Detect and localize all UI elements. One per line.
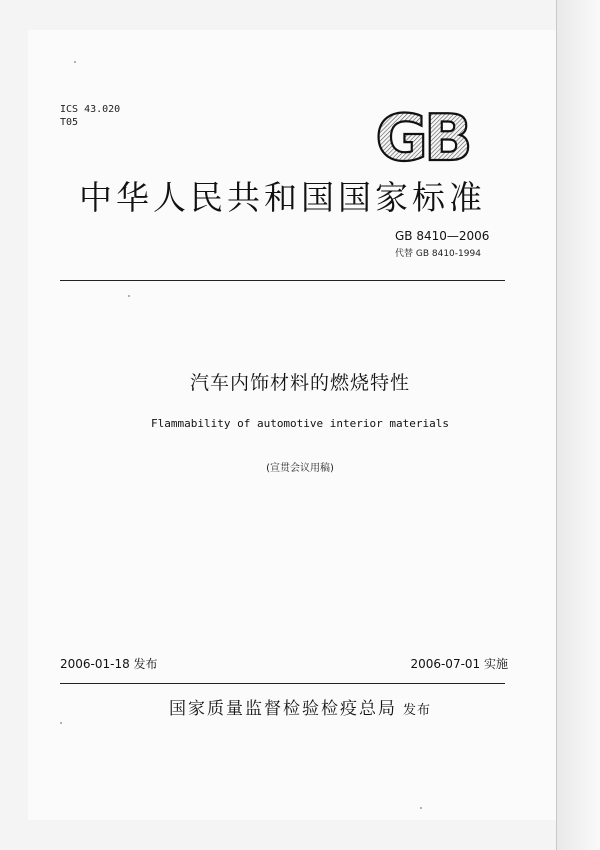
scan-speck [60,722,62,724]
header-divider [60,280,505,281]
gb-logo-letters: GB [375,106,469,168]
standard-number: GB 8410—2006 [395,229,490,243]
document-title: 汽车内饰材料的燃烧特性 [189,372,410,394]
publisher [0,694,600,719]
standard-category-title: 中华人民共和国国家标准 [79,178,486,217]
scan-speck [128,295,130,297]
publisher-name: 国家质量监督检验检疫总局 [168,699,397,719]
draft-note: (宣贯会议用稿) [266,463,334,474]
issue-date: 2006-01-18 发布 [60,657,158,671]
replaces-standard: 代替 GB 8410-1994 [395,249,481,259]
gb-logo [368,106,476,168]
scan-speck [74,61,76,63]
footer-divider [60,683,505,684]
publisher-suffix: 发布 [402,703,431,718]
gb-logo-mark [368,106,476,168]
classification-codes [60,103,120,129]
document-title-english: Flammability of automotive interior materials [150,417,449,430]
scan-speck [420,807,422,809]
ccs-code: T05 [60,117,79,128]
implementation-date: 2006-07-01 实施 [410,657,508,671]
ics-code: ICS 43.020 [60,104,121,115]
